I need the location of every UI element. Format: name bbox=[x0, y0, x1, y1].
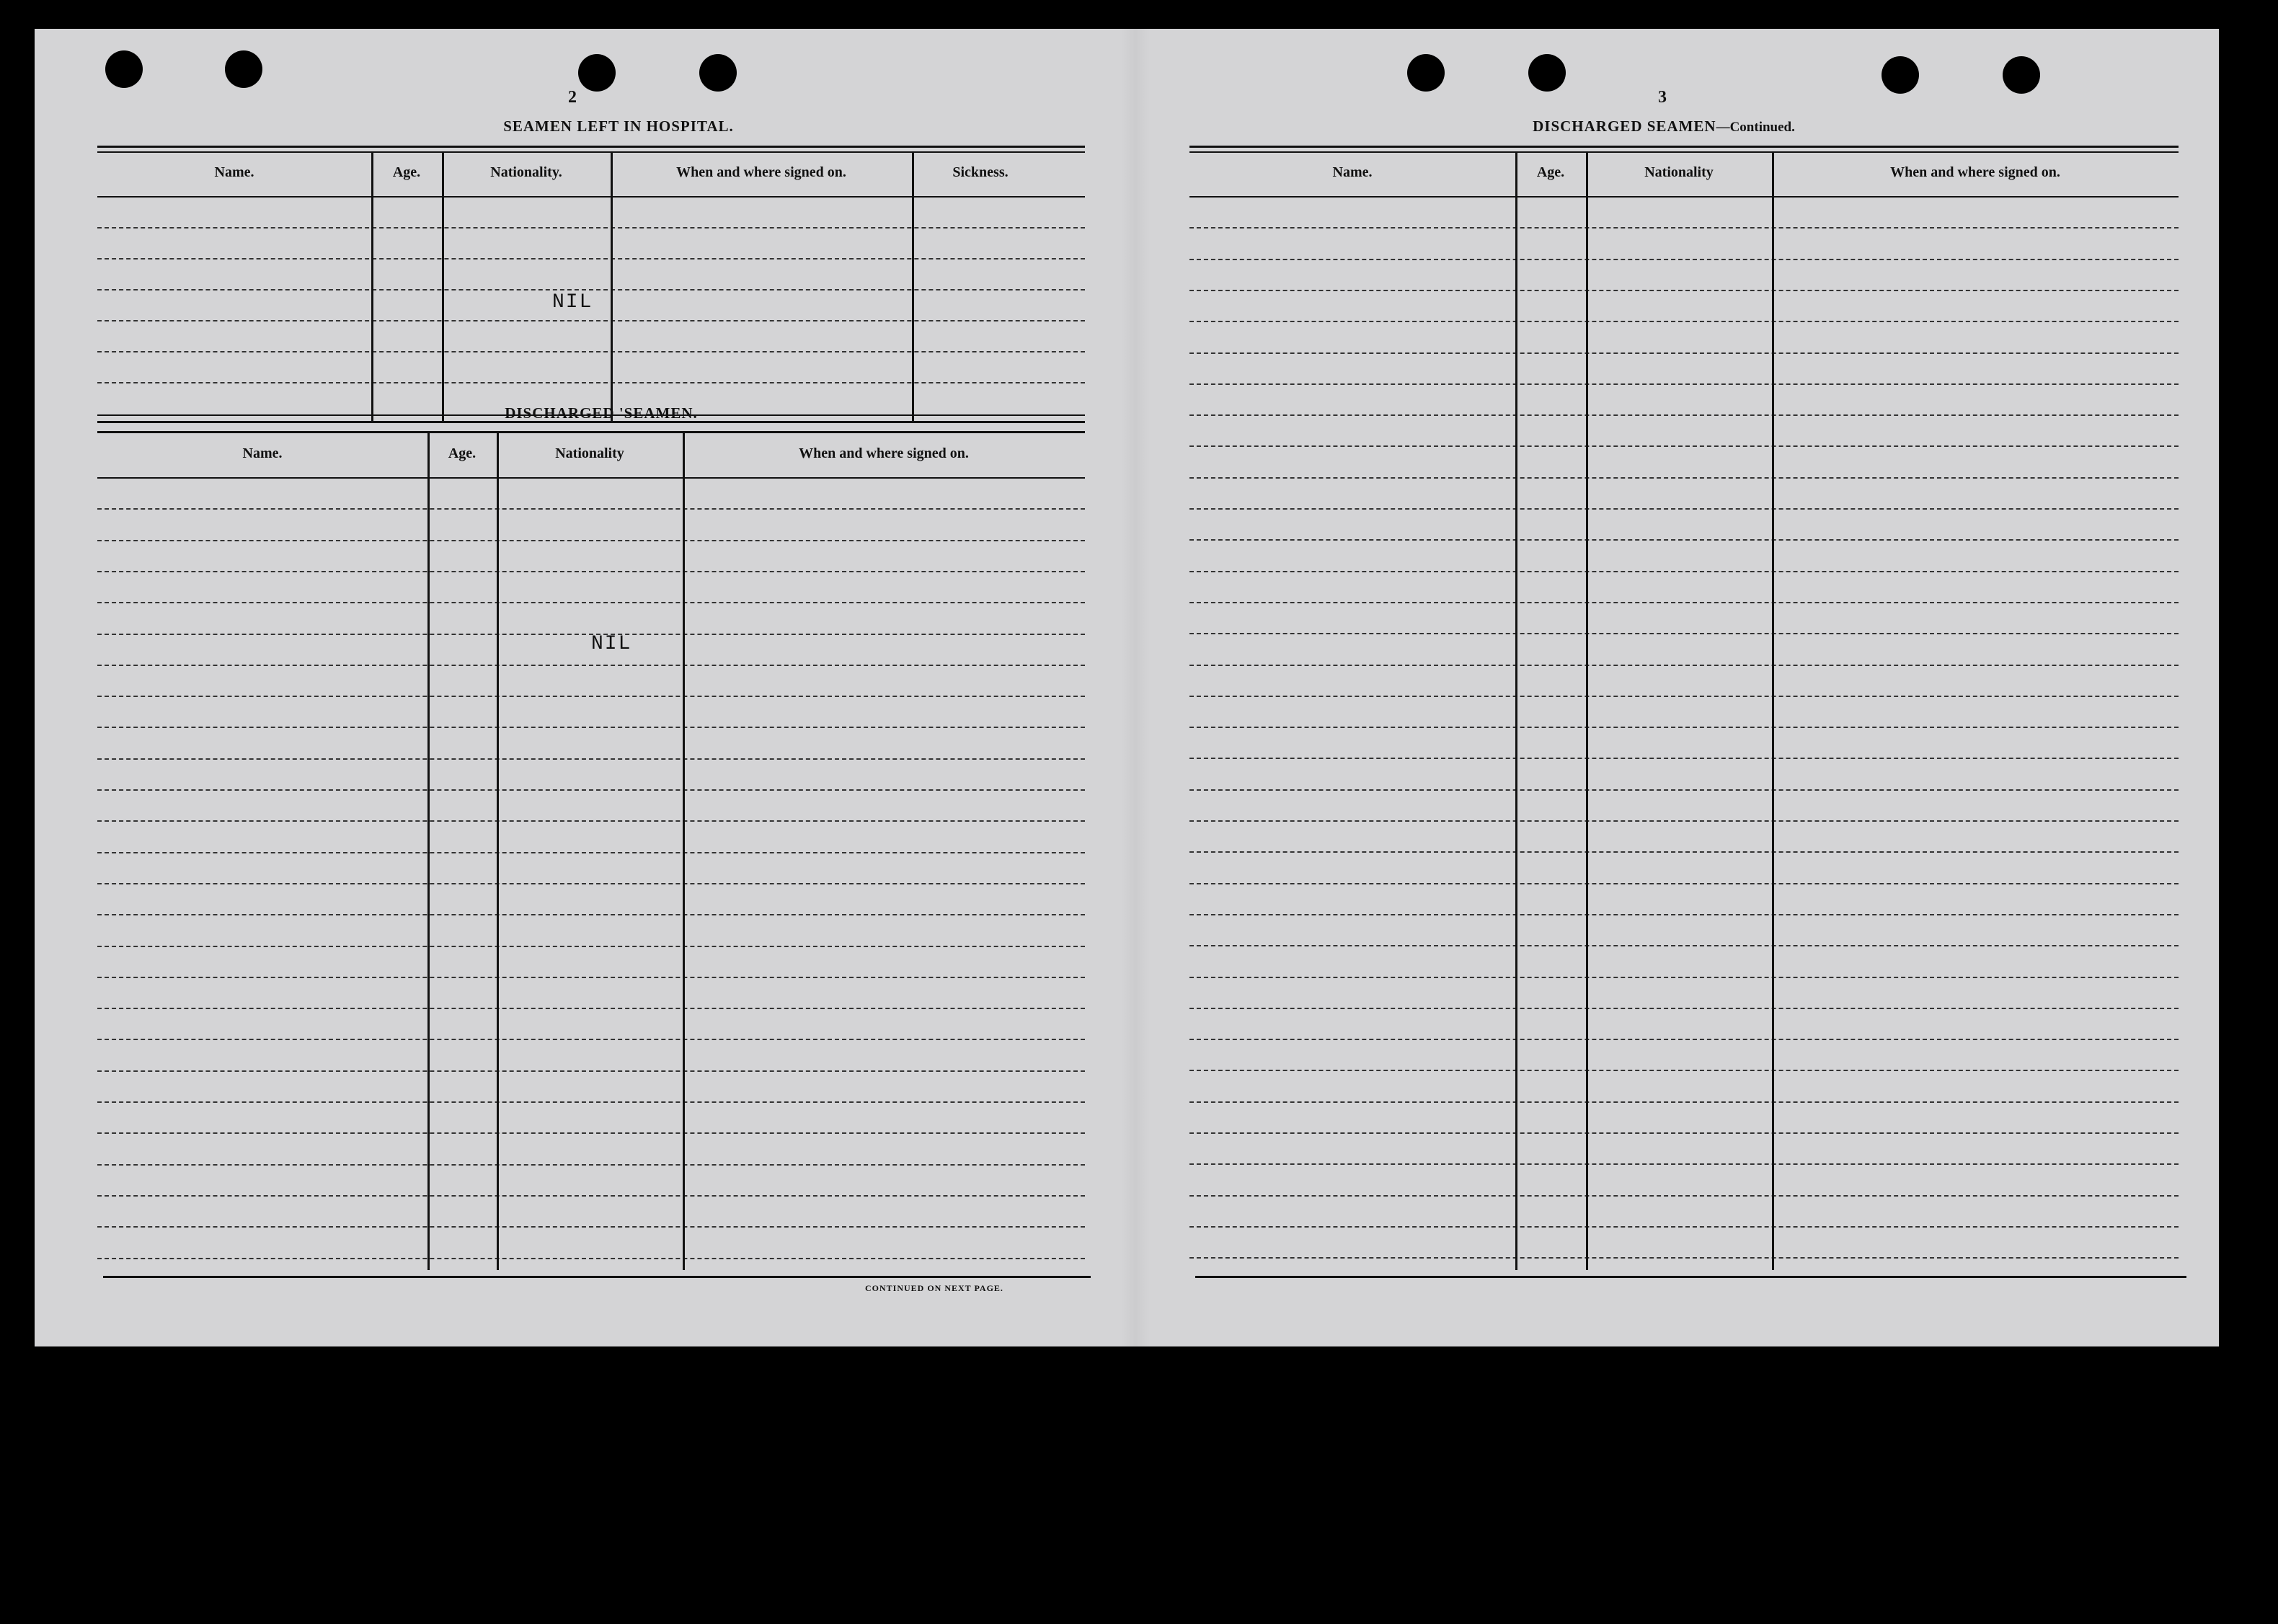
title-main: DISCHARGED SEAMEN bbox=[1533, 117, 1716, 135]
page-number-right: 3 bbox=[1658, 88, 1667, 107]
table-bottom-rule bbox=[1195, 1276, 2186, 1278]
discharged-section-title: DISCHARGED 'SEAMEN. bbox=[505, 404, 698, 422]
col-header-age: Age. bbox=[392, 164, 421, 180]
ruled-line bbox=[1189, 1195, 2179, 1197]
col-header-nationality: Nationality. bbox=[490, 164, 562, 180]
ruled-line bbox=[97, 351, 1085, 352]
ruled-line bbox=[97, 1008, 1085, 1009]
ruled-line bbox=[97, 227, 1085, 228]
ruled-line bbox=[1189, 1101, 2179, 1103]
col-header-nationality: Nationality bbox=[555, 445, 624, 461]
col-header-signed-on: When and where signed on. bbox=[799, 445, 969, 461]
ruled-line bbox=[1189, 227, 2179, 228]
ruled-line bbox=[97, 727, 1085, 728]
continued-footer: CONTINUED ON NEXT PAGE. bbox=[865, 1283, 1003, 1293]
ruled-line bbox=[97, 820, 1085, 822]
ruled-line bbox=[1189, 789, 2179, 791]
ruled-line bbox=[1189, 321, 2179, 322]
ruled-line bbox=[97, 1101, 1085, 1103]
column-divider bbox=[1772, 153, 1774, 1270]
ruled-line bbox=[97, 1132, 1085, 1134]
ruled-line bbox=[97, 977, 1085, 978]
discharged-entry-nil: NIL bbox=[591, 633, 632, 655]
ruled-line bbox=[1189, 352, 2179, 354]
ruled-line bbox=[97, 382, 1085, 383]
col-header-name: Name. bbox=[242, 445, 283, 461]
ruled-line bbox=[1189, 727, 2179, 728]
ruled-line bbox=[97, 1070, 1085, 1072]
ruled-line bbox=[1189, 1039, 2179, 1040]
table-bottom-rule bbox=[103, 1276, 1091, 1278]
ruled-line bbox=[97, 602, 1085, 603]
ruled-line bbox=[97, 1195, 1085, 1197]
column-divider bbox=[497, 432, 499, 1270]
header-underline bbox=[1189, 196, 2179, 198]
ruled-line bbox=[1189, 883, 2179, 884]
col-header-age: Age. bbox=[1536, 164, 1565, 180]
ruled-line bbox=[1189, 1257, 2179, 1259]
ruled-line bbox=[97, 540, 1085, 541]
table-top-rule bbox=[97, 431, 1085, 433]
ruled-line bbox=[97, 1258, 1085, 1259]
ruled-line bbox=[1189, 1226, 2179, 1228]
ruled-line bbox=[97, 1164, 1085, 1166]
punch-hole bbox=[2003, 56, 2040, 94]
table-top-rule bbox=[1189, 151, 2179, 153]
hospital-entry-nil: NIL bbox=[552, 291, 593, 314]
ruled-line bbox=[97, 914, 1085, 915]
col-header-sickness: Sickness. bbox=[952, 164, 1009, 180]
ruled-line bbox=[97, 508, 1085, 510]
ruled-line bbox=[1189, 665, 2179, 666]
punch-hole bbox=[1882, 56, 1919, 94]
header-underline bbox=[97, 196, 1085, 198]
column-divider bbox=[1586, 153, 1588, 1270]
ruled-line bbox=[97, 883, 1085, 884]
ruled-line bbox=[1189, 820, 2179, 822]
title-continued: —Continued. bbox=[1716, 120, 1795, 135]
page-fold bbox=[1121, 29, 1150, 1346]
ruled-line bbox=[97, 1226, 1085, 1228]
col-header-age: Age. bbox=[448, 445, 477, 461]
ruled-line bbox=[1189, 571, 2179, 572]
table-top-rule bbox=[1189, 146, 2179, 148]
column-divider bbox=[611, 153, 613, 421]
ruled-line bbox=[1189, 1132, 2179, 1134]
column-divider bbox=[442, 153, 444, 421]
ruled-line bbox=[1189, 914, 2179, 915]
ruled-line bbox=[97, 258, 1085, 259]
ruled-line bbox=[1189, 977, 2179, 978]
ruled-line bbox=[1189, 414, 2179, 416]
ruled-line bbox=[1189, 1070, 2179, 1071]
ruled-line bbox=[97, 1039, 1085, 1040]
ruled-line bbox=[1189, 539, 2179, 541]
ruled-line bbox=[97, 852, 1085, 853]
col-header-name: Name. bbox=[214, 164, 254, 180]
ruled-line bbox=[1189, 851, 2179, 853]
col-header-name: Name. bbox=[1332, 164, 1373, 180]
ruled-line bbox=[1189, 602, 2179, 603]
punch-hole bbox=[578, 54, 616, 92]
col-header-nationality: Nationality bbox=[1644, 164, 1714, 180]
ruled-line bbox=[97, 665, 1085, 666]
hospital-section-title: SEAMEN LEFT IN HOSPITAL. bbox=[503, 117, 734, 135]
ruled-line bbox=[1189, 477, 2179, 479]
ruled-line bbox=[1189, 259, 2179, 260]
table-top-rule bbox=[97, 151, 1085, 153]
ruled-line bbox=[1189, 383, 2179, 385]
column-divider bbox=[427, 432, 430, 1270]
column-divider bbox=[683, 432, 685, 1270]
ruled-line bbox=[97, 289, 1085, 290]
ruled-line bbox=[1189, 696, 2179, 697]
page-number-left: 2 bbox=[568, 88, 577, 107]
column-divider bbox=[1515, 153, 1517, 1270]
table-top-rule bbox=[97, 146, 1085, 148]
punch-hole bbox=[225, 50, 262, 88]
punch-hole bbox=[699, 54, 737, 92]
col-header-signed-on: When and where signed on. bbox=[1890, 164, 2060, 180]
ruled-line bbox=[97, 946, 1085, 947]
col-header-signed-on: When and where signed on. bbox=[676, 164, 846, 180]
column-divider bbox=[912, 153, 914, 421]
ledger-paper bbox=[35, 29, 2219, 1346]
discharged-continued-title bbox=[1448, 117, 1880, 136]
ruled-line bbox=[97, 320, 1085, 321]
ruled-line bbox=[1189, 758, 2179, 759]
punch-hole bbox=[105, 50, 143, 88]
ruled-line bbox=[1189, 445, 2179, 447]
ruled-line bbox=[1189, 1163, 2179, 1165]
ruled-line bbox=[1189, 1008, 2179, 1009]
ruled-line bbox=[97, 571, 1085, 572]
ruled-line bbox=[97, 758, 1085, 760]
ruled-line bbox=[97, 696, 1085, 697]
ruled-line bbox=[1189, 290, 2179, 291]
punch-hole bbox=[1528, 54, 1566, 92]
ruled-line bbox=[1189, 633, 2179, 634]
column-divider bbox=[371, 153, 373, 421]
ruled-line bbox=[1189, 945, 2179, 946]
ruled-line bbox=[1189, 508, 2179, 510]
ruled-line bbox=[97, 789, 1085, 791]
punch-hole bbox=[1407, 54, 1445, 92]
header-underline bbox=[97, 477, 1085, 479]
